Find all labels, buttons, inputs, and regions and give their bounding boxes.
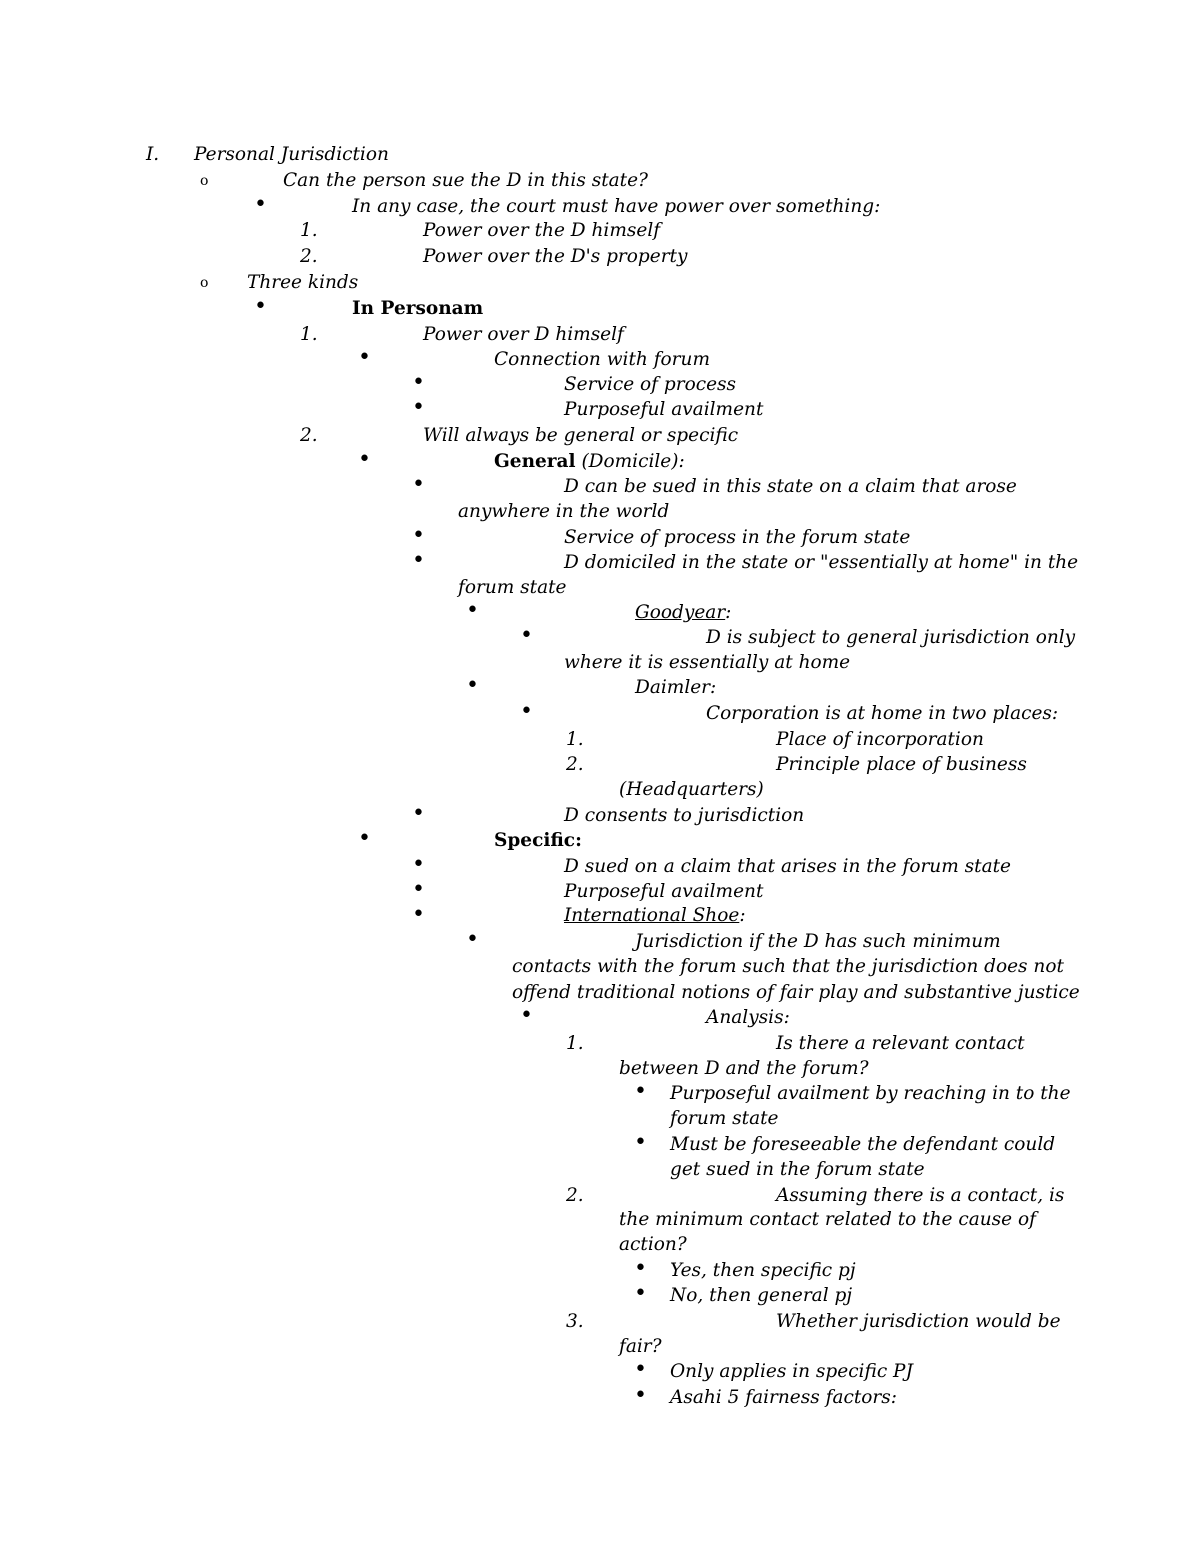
- international-shoe-colon: :: [739, 905, 746, 926]
- bullet-icon: •: [358, 345, 371, 370]
- outline-item: Jurisdiction if the D has such minimum: [635, 931, 1001, 952]
- section-heading-in-personam: In Personam: [352, 298, 484, 319]
- bullet-icon: •: [254, 294, 267, 319]
- outline-item-continuation: (Headquarters): [619, 779, 764, 800]
- outline-item: No, then general pj: [670, 1285, 853, 1306]
- outline-heading: Personal Jurisdiction: [194, 144, 389, 165]
- number-marker: 1.: [300, 324, 318, 345]
- outline-item: Must be foreseeable the defendant could: [670, 1134, 1056, 1155]
- outline-item: D sued on a claim that arises in the forum state: [564, 856, 1011, 877]
- outline-item-continuation: the minimum contact related to the cause of: [619, 1209, 1036, 1230]
- outline-item: Power over D himself: [423, 324, 624, 345]
- number-marker: 1.: [566, 729, 584, 750]
- bullet-icon: •: [634, 1130, 647, 1155]
- outline-item: Corporation is at home in two places:: [706, 703, 1059, 724]
- case-name-daimler: Daimler:: [635, 677, 717, 698]
- international-shoe-title: International Shoe: [564, 905, 740, 926]
- outline-item-general: [494, 451, 685, 473]
- bullet-icon: •: [634, 1079, 647, 1104]
- outline-item: Service of process: [564, 374, 737, 395]
- bullet-icon: •: [520, 699, 533, 724]
- bullet-icon: •: [412, 523, 425, 548]
- outline-item: Will always be general or specific: [423, 425, 739, 446]
- outline-item: Connection with forum: [494, 349, 710, 370]
- outline-item: Purposeful availment: [564, 881, 764, 902]
- outline-item: D can be sued in this state on a claim that arose: [564, 476, 1017, 497]
- bullet-icon: •: [634, 1256, 647, 1281]
- bullet-icon: •: [412, 472, 425, 497]
- circle-bullet-icon: o: [200, 173, 209, 189]
- outline-item-continuation: between D and the forum?: [619, 1058, 869, 1079]
- number-marker: 2.: [300, 425, 318, 446]
- outline-item: D is subject to general jurisdiction only: [706, 627, 1076, 648]
- number-marker: 2.: [300, 246, 318, 267]
- outline-item: Power over the D himself: [423, 220, 661, 241]
- case-name-international-shoe: [564, 905, 746, 927]
- bullet-icon: •: [466, 598, 479, 623]
- bullet-icon: •: [358, 826, 371, 851]
- outline-item-continuation: offend traditional notions of fair play and substantive justice: [512, 982, 1080, 1003]
- outline-item: Three kinds: [247, 272, 359, 293]
- bullet-icon: •: [254, 192, 267, 217]
- outline-item: Purposeful availment: [564, 399, 764, 420]
- outline-item-continuation: where it is essentially at home: [564, 652, 851, 673]
- outline-item-continuation: get sued in the forum state: [670, 1159, 925, 1180]
- bullet-icon: •: [412, 395, 425, 420]
- outline-item-continuation: contacts with the forum such that the jurisdiction does not: [512, 956, 1064, 977]
- case-name-goodyear: [635, 602, 731, 624]
- number-marker: 1.: [566, 1033, 584, 1054]
- bullet-icon: •: [358, 447, 371, 472]
- outline-item: Assuming there is a contact, is: [776, 1185, 1065, 1206]
- bullet-icon: •: [634, 1383, 647, 1408]
- outline-item-continuation: fair?: [619, 1336, 662, 1357]
- outline-item: Asahi 5 fairness factors:: [670, 1387, 897, 1408]
- bullet-icon: •: [412, 852, 425, 877]
- outline-item-continuation: anywhere in the world: [458, 501, 670, 522]
- bullet-icon: •: [412, 370, 425, 395]
- section-heading-specific: Specific:: [494, 830, 582, 851]
- outline-item-continuation: forum state: [670, 1108, 779, 1129]
- outline-item: Can the person sue the D in this state?: [283, 170, 648, 191]
- roman-numeral-marker: I.: [146, 144, 160, 165]
- outline-item-continuation: action?: [619, 1234, 687, 1255]
- outline-item-continuation: forum state: [458, 577, 567, 598]
- outline-item: Service of process in the forum state: [564, 527, 911, 548]
- circle-bullet-icon: o: [200, 275, 209, 291]
- bullet-icon: •: [412, 902, 425, 927]
- number-marker: 1.: [300, 220, 318, 241]
- bullet-icon: •: [412, 801, 425, 826]
- outline-item: Purposeful availment by reaching in to the: [670, 1083, 1071, 1104]
- bullet-icon: •: [634, 1357, 647, 1382]
- outline-item: Whether jurisdiction would be: [776, 1311, 1061, 1332]
- outline-item: In any case, the court must have power over something:: [352, 196, 881, 217]
- general-subtitle: (Domicile):: [575, 451, 685, 472]
- outline-item: Only applies in specific PJ: [670, 1361, 913, 1382]
- outline-item: Power over the D's property: [423, 246, 688, 267]
- bullet-icon: •: [412, 548, 425, 573]
- goodyear-title: Goodyear: [635, 602, 726, 623]
- goodyear-colon: :: [725, 602, 732, 623]
- number-marker: 3.: [566, 1311, 584, 1332]
- general-heading: General: [494, 451, 576, 472]
- outline-item: Principle place of business: [776, 754, 1027, 775]
- outline-item: Is there a relevant contact: [776, 1033, 1025, 1054]
- bullet-icon: •: [520, 623, 533, 648]
- outline-item: D domiciled in the state or "essentially at home" in the: [564, 552, 1079, 573]
- bullet-icon: •: [466, 927, 479, 952]
- number-marker: 2.: [566, 1185, 584, 1206]
- outline-item: D consents to jurisdiction: [564, 805, 805, 826]
- bullet-icon: •: [520, 1003, 533, 1028]
- number-marker: 2.: [566, 754, 584, 775]
- bullet-icon: •: [412, 877, 425, 902]
- bullet-icon: •: [634, 1281, 647, 1306]
- bullet-icon: •: [466, 673, 479, 698]
- outline-item: Yes, then specific pj: [670, 1260, 856, 1281]
- outline-item: Analysis:: [706, 1007, 790, 1028]
- outline-item: Place of incorporation: [776, 729, 984, 750]
